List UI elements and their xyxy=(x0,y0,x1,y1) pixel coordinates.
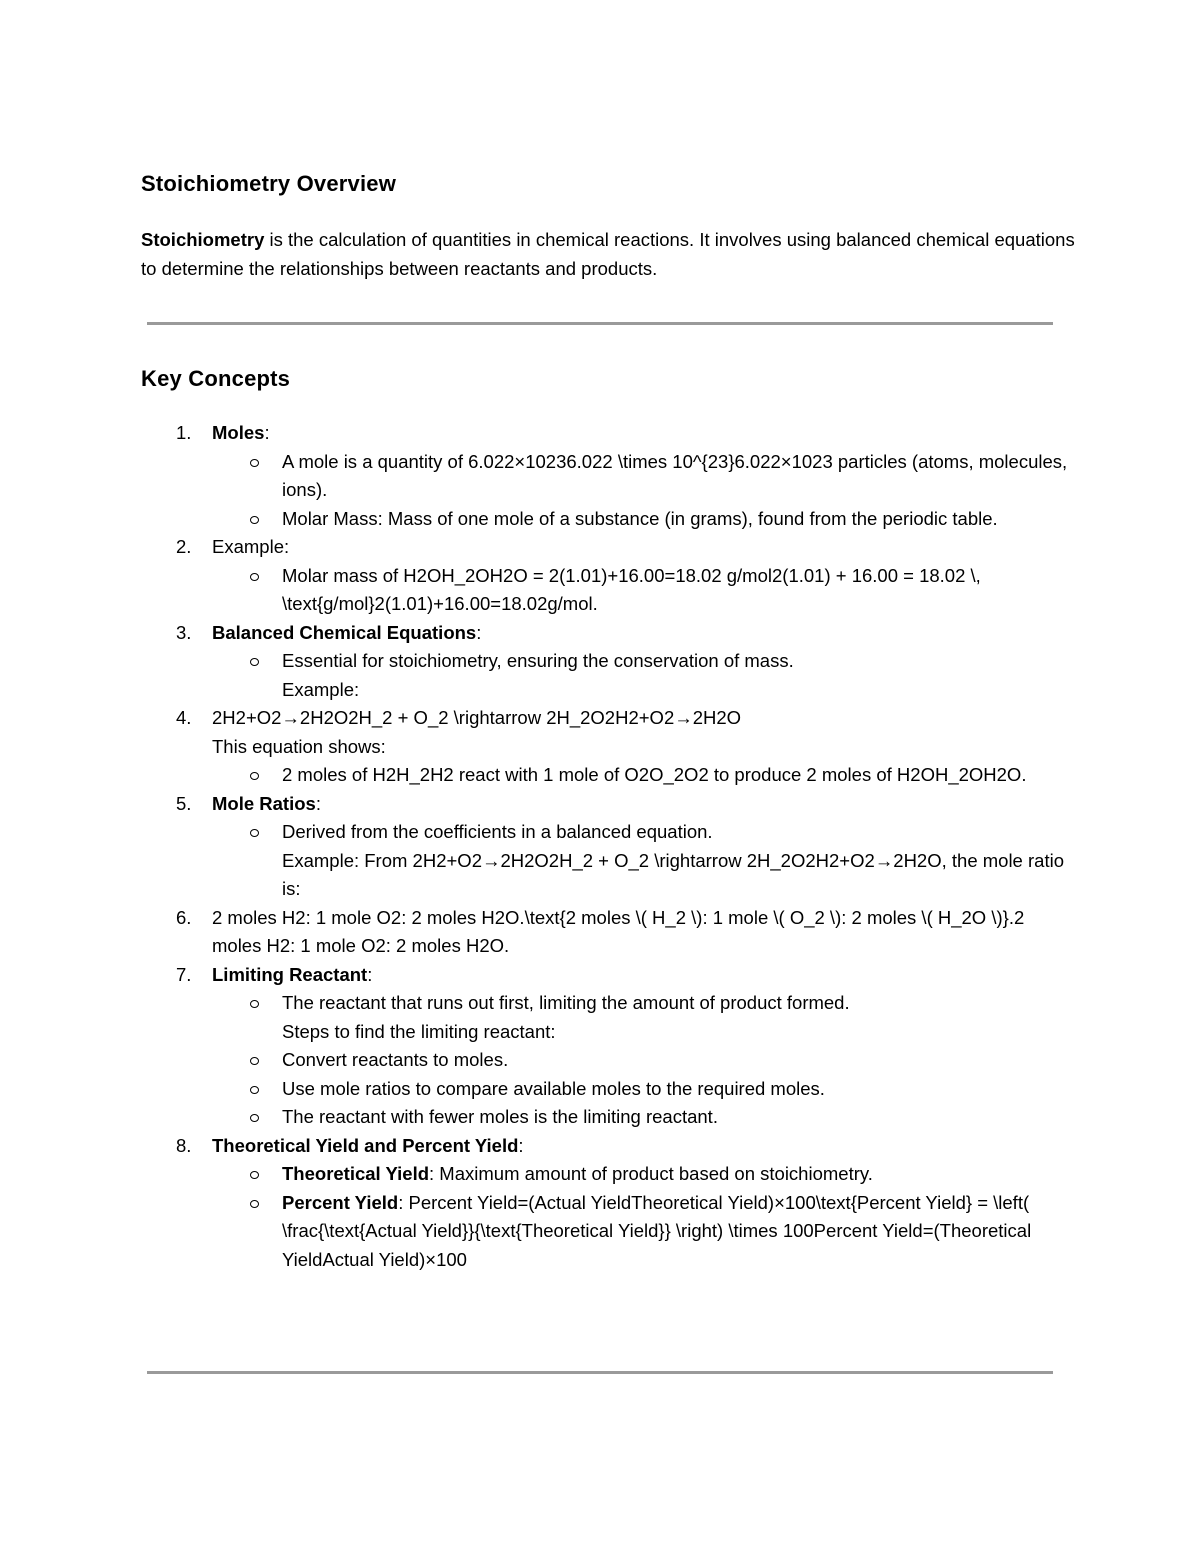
sub-item-continuation: Steps to find the limiting reactant: xyxy=(282,1020,556,1042)
sub-item xyxy=(141,1046,1071,1075)
item-number: 7. xyxy=(176,963,192,985)
page-title: Stoichiometry Overview xyxy=(141,171,397,196)
circle-bullet-icon xyxy=(250,573,259,581)
item-heading: Mole Ratios xyxy=(212,792,316,814)
intro-text: is the calculation of quantities in chemical reactions. It involves using balanced chemical equations to determine the relationships between reactants and products. xyxy=(141,229,1075,279)
intro-term: Stoichiometry xyxy=(141,229,265,250)
sub-item xyxy=(141,989,1071,1018)
sub-item xyxy=(141,647,1071,676)
horizontal-rule xyxy=(147,322,1053,325)
list-item xyxy=(141,1132,1071,1161)
list-item xyxy=(141,619,1071,648)
item-text: Example: xyxy=(212,536,290,557)
sub-item-text: Molar Mass: Mass of one mole of a substance (in grams), found from the periodic table. xyxy=(282,507,998,529)
sub-item-text: Use mole ratios to compare available moles to the required moles. xyxy=(282,1077,825,1099)
sub-item xyxy=(141,505,1071,534)
item-text: 2 moles H2: 1 mole O2: 2 moles H2O.\text{2 moles \( H_2 \): 1 mole \( O_2 \): 2 moles \( H_2O \)}.2 moles H2: 1 mole O2: 2 moles H2O. xyxy=(212,906,1025,956)
sub-item-text: : Maximum amount of product based on stoichiometry. xyxy=(429,1163,873,1184)
concept-list xyxy=(141,419,1071,1274)
sub-item xyxy=(141,1189,1071,1275)
sub-item xyxy=(141,818,1071,847)
sub-item-text: 2 moles of H2H_2H2 react with 1 mole of O2O_2O2 to produce 2 moles of H2OH_2OH2O. xyxy=(282,764,1027,785)
circle-bullet-icon xyxy=(250,1086,259,1094)
item-text: : xyxy=(264,422,270,443)
sub-item-text: A mole is a quantity of 6.022×10236.022 \times 10^{23}6.022×1023 particles (atoms, molecules, ions). xyxy=(282,450,1068,500)
circle-bullet-icon xyxy=(250,1000,259,1008)
circle-bullet-icon xyxy=(250,1057,259,1065)
item-text: 2H2+O2→2H2O2H_2 + O_2 \rightarrow 2H_2O2H2+O2→2H2O xyxy=(212,707,742,728)
item-text: : xyxy=(518,1134,524,1156)
item-heading: Theoretical Yield and Percent Yield xyxy=(212,1134,519,1156)
list-item xyxy=(141,533,1071,562)
item-number: 2. xyxy=(176,536,192,557)
sub-item-text: : Percent Yield=(Actual YieldTheoretical Yield)×100\text{Percent Yield} = \left( \frac{\text{Actual Yield}}{\text{Theoretical Yield}} \right) \times 100Percent Yield=(Theoretical YieldActual Yield)×100 xyxy=(282,1191,1032,1270)
item-heading: Limiting Reactant xyxy=(212,963,368,985)
sub-item xyxy=(141,562,1071,619)
sub-item-text: Convert reactants to moles. xyxy=(282,1049,509,1070)
circle-bullet-icon xyxy=(250,1171,259,1179)
item-heading: Moles xyxy=(212,422,265,443)
circle-bullet-icon xyxy=(250,829,259,837)
sub-item-continuation: Example: From 2H2+O2→2H2O2H_2 + O_2 \rightarrow 2H_2O2H2+O2→2H2O, the mole ratio is: xyxy=(282,849,1064,899)
sub-item-heading: Percent Yield xyxy=(282,1191,399,1213)
sub-item-text: Derived from the coefficients in a balanced equation. xyxy=(282,821,713,842)
item-number: 8. xyxy=(176,1134,192,1156)
list-item xyxy=(141,704,1071,733)
item-heading: Balanced Chemical Equations xyxy=(212,621,477,643)
sub-item-heading: Theoretical Yield xyxy=(282,1163,430,1184)
list-item xyxy=(141,961,1071,990)
sub-item-continuation: Example: xyxy=(282,678,360,700)
horizontal-rule xyxy=(147,1371,1053,1374)
sub-item xyxy=(141,1160,1071,1189)
circle-bullet-icon xyxy=(250,1114,259,1122)
section-title: Key Concepts xyxy=(141,366,291,391)
sub-item xyxy=(141,1075,1071,1104)
circle-bullet-icon xyxy=(250,459,259,467)
item-text: : xyxy=(315,792,321,814)
sub-item-text: The reactant with fewer moles is the limiting reactant. xyxy=(282,1106,718,1127)
item-text: : xyxy=(367,963,373,985)
circle-bullet-icon xyxy=(250,516,259,524)
sub-item xyxy=(141,761,1071,790)
item-number: 3. xyxy=(176,621,192,643)
sub-item-text: Molar mass of H2OH_2OH2O = 2(1.01)+16.00=18.02 g/mol2(1.01) + 16.00 = 18.02 \, \text{g/mol}2(1.01)+16.00=18.02g/mol. xyxy=(282,564,981,614)
list-item xyxy=(141,790,1071,819)
item-number: 5. xyxy=(176,792,192,814)
item-number: 4. xyxy=(176,707,192,728)
item-number: 6. xyxy=(176,906,192,928)
sub-item-text: The reactant that runs out first, limiting the amount of product formed. xyxy=(282,992,850,1013)
sub-item xyxy=(141,1103,1071,1132)
sub-item-text: Essential for stoichiometry, ensuring the conservation of mass. xyxy=(282,650,794,671)
circle-bullet-icon xyxy=(250,1200,259,1208)
sub-item xyxy=(141,448,1071,505)
circle-bullet-icon xyxy=(250,772,259,780)
intro-paragraph xyxy=(141,225,1081,283)
list-item xyxy=(141,419,1071,448)
item-continuation: This equation shows: xyxy=(212,735,386,757)
circle-bullet-icon xyxy=(250,658,259,666)
item-text: : xyxy=(476,621,482,643)
item-number: 1. xyxy=(176,422,192,443)
list-item xyxy=(141,904,1071,961)
